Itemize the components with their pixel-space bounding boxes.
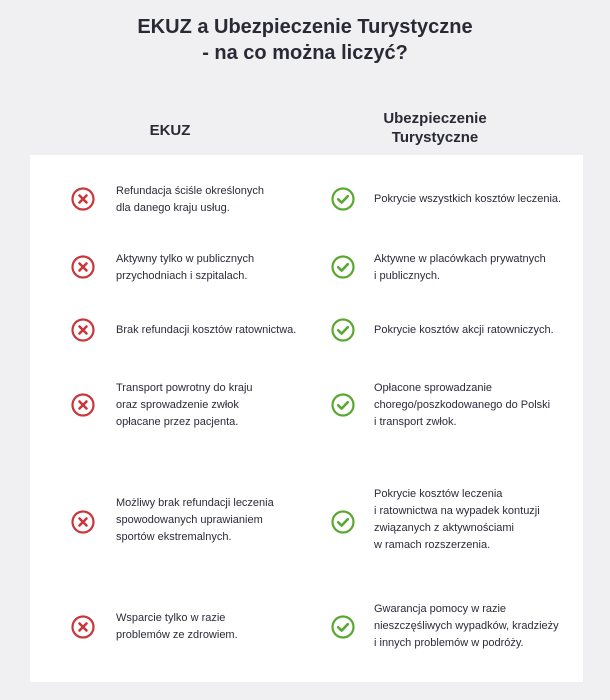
check-circle-icon [331, 615, 355, 639]
x-circle-icon [71, 318, 95, 342]
check-circle-icon [331, 255, 355, 279]
title-line-1: EKUZ a Ubezpieczenie Turystyczne [137, 16, 473, 38]
x-circle-icon [71, 187, 95, 211]
ubezpieczenie-point-4: Opłacone sprowadzanie chorego/poszkodowanego do Polski i transport zwłok. [374, 382, 551, 428]
column-header-ubezpieczenie-line-2: Turystyczne [391, 129, 479, 146]
ekuz-point-6: Wsparcie tylko w razie problemów ze zdrowiem. [116, 612, 238, 641]
ekuz-point-2: Aktywny tylko w publicznych przychodniach i szpitalach. [116, 253, 255, 282]
column-header-ubezpieczenie [335, 109, 535, 147]
ekuz-point-5: Możliwy brak refundacji leczenia spowodowanych uprawianiem sportów ekstremalnych. [116, 497, 274, 543]
column-header-ubezpieczenie-line-1: Ubezpieczenie [383, 110, 487, 127]
ekuz-point-1: Refundacja ściśle określonych dla danego kraju usług. [116, 185, 264, 214]
check-circle-icon [331, 393, 355, 417]
ubezpieczenie-point-6: Gwarancja pomocy w razie nieszczęśliwych wypadków, kradzieży i innych problemów w podróży. [374, 603, 559, 649]
check-circle-icon [331, 187, 355, 211]
column-header-ekuz: EKUZ [149, 122, 191, 139]
x-circle-icon [71, 510, 95, 534]
check-circle-icon [331, 318, 355, 342]
ekuz-point-3: Brak refundacji kosztów ratownictwa. [116, 324, 297, 336]
x-circle-icon [71, 255, 95, 279]
ubezpieczenie-point-3: Pokrycie kosztów akcji ratowniczych. [374, 324, 554, 336]
page-title [0, 14, 610, 66]
x-circle-icon [71, 393, 95, 417]
x-circle-icon [71, 615, 95, 639]
check-circle-icon [331, 510, 355, 534]
ekuz-point-4: Transport powrotny do kraju oraz sprowadzenie zwłok opłacane przez pacjenta. [116, 382, 253, 428]
title-line-2: - na co można liczyć? [202, 42, 408, 64]
ubezpieczenie-point-5: Pokrycie kosztów leczenia i ratownictwa na wypadek kontuzji związanych z aktywnościami w ramach rozszerzenia. [374, 488, 540, 551]
ubezpieczenie-point-1: Pokrycie wszystkich kosztów leczenia. [374, 193, 562, 205]
ubezpieczenie-point-2: Aktywne w placówkach prywatnych i publicznych. [374, 253, 546, 282]
